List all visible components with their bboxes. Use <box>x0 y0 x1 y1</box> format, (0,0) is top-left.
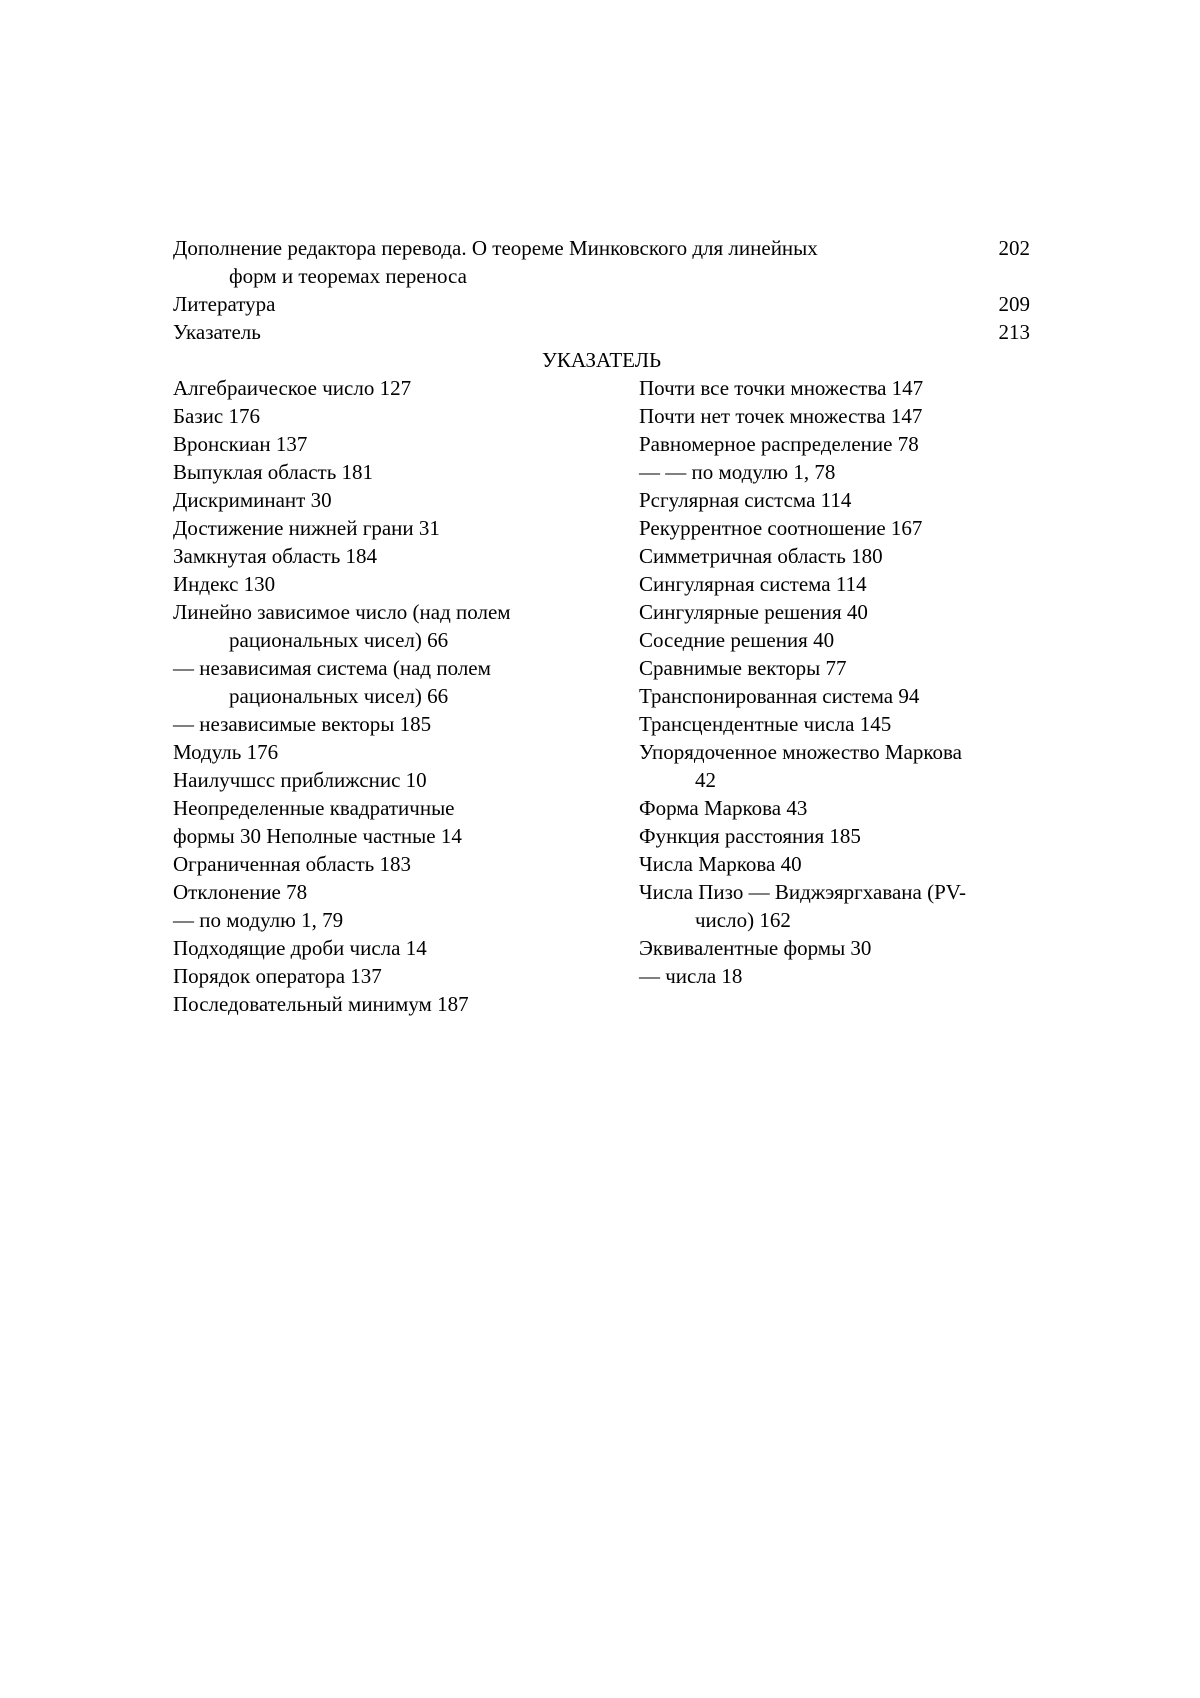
toc-entry-title: Литература <box>173 290 933 318</box>
index-entry <box>173 570 613 598</box>
index-entry-text: — по модулю 1, 79 <box>173 908 343 932</box>
index-entry-text: — независимые векторы 185 <box>173 712 431 736</box>
index-entry <box>173 710 613 738</box>
index-entry <box>639 738 1059 794</box>
index-entry-text: Форма Маркова 43 <box>639 796 807 820</box>
index-entry <box>639 514 1059 542</box>
index-column-left <box>173 374 613 1018</box>
index-entry-text: Рекуррентное соотношение 167 <box>639 516 922 540</box>
index-entry-text: Функция расстояния 185 <box>639 824 861 848</box>
toc-page-number: 213 <box>970 318 1030 346</box>
index-entry <box>639 570 1059 598</box>
index-entry <box>639 598 1059 626</box>
index-entry-text: Отклонение 78 <box>173 880 307 904</box>
index-entry <box>639 654 1059 682</box>
index-entry <box>639 794 1059 822</box>
index-entry-text: — — по модулю 1, 78 <box>639 460 835 484</box>
index-heading: УКАЗАТЕЛЬ <box>173 346 1030 374</box>
index-entry <box>173 794 613 822</box>
index-entry <box>639 458 1059 486</box>
index-entry-text: Модуль 176 <box>173 740 278 764</box>
index-entry <box>173 878 613 906</box>
index-entry-text: Ограниченная область 183 <box>173 852 411 876</box>
toc-page-number: 202 <box>970 234 1030 262</box>
index-entry-text: Сингулярные решения 40 <box>639 600 868 624</box>
index-entry-text: Числа Пизо — Виджэяргхавана (PV- <box>639 880 966 904</box>
index-entry-text: Рсгулярная систсма 114 <box>639 488 851 512</box>
index-entry <box>639 682 1059 710</box>
index-entry <box>173 486 613 514</box>
index-entry-text: Выпуклая область 181 <box>173 460 373 484</box>
index-entry <box>173 906 613 934</box>
index-entry <box>639 878 1059 934</box>
index-column-right <box>639 374 1059 990</box>
index-entry-text: Почти все точки множества 147 <box>639 376 923 400</box>
index-entry <box>639 822 1059 850</box>
index-entry <box>173 934 613 962</box>
index-entry-text: — независимая система (над полем <box>173 656 491 680</box>
index-entry <box>639 934 1059 962</box>
index-entry <box>173 738 613 766</box>
index-entry-text: Соседние решения 40 <box>639 628 834 652</box>
index-entry-text: Упорядоченное множество Маркова <box>639 740 962 764</box>
index-entry-text: Порядок оператора 137 <box>173 964 382 988</box>
index-entry <box>639 962 1059 990</box>
index-entry-text: Неопределенные квадратичные <box>173 796 455 820</box>
toc-entry <box>173 290 1030 318</box>
index-entry-continuation: рациональных чисел) 66 <box>173 682 613 710</box>
index-entry-text: — числа 18 <box>639 964 742 988</box>
index-entry <box>639 402 1059 430</box>
index-entry-text: Эквивалентные формы 30 <box>639 936 871 960</box>
index-entry <box>173 458 613 486</box>
index-entry-text: Индекс 130 <box>173 572 275 596</box>
index-entry-text: Вронскиан 137 <box>173 432 307 456</box>
index-entry-text: Симметричная область 180 <box>639 544 883 568</box>
index-entry <box>173 374 613 402</box>
index-entry <box>173 542 613 570</box>
index-entry-text: Наилучшсс приближснис 10 <box>173 768 427 792</box>
toc-page-number: 209 <box>970 290 1030 318</box>
index-entry-text: Дискриминант 30 <box>173 488 332 512</box>
index-entry-continuation: рациональных чисел) 66 <box>173 626 613 654</box>
index-entry <box>639 850 1059 878</box>
toc-entry <box>173 234 1030 290</box>
index-entry-continuation: 42 <box>639 766 1059 794</box>
table-of-contents <box>173 234 1030 346</box>
index-entry-text: Линейно зависимое число (над полем <box>173 600 511 624</box>
index-entry-text: Почти нет точек множества 147 <box>639 404 922 428</box>
index-entry-text: Равномерное распределение 78 <box>639 432 919 456</box>
index-entry <box>173 766 613 794</box>
index-entry <box>639 486 1059 514</box>
index-entry <box>639 430 1059 458</box>
index-entry <box>173 850 613 878</box>
index-entry <box>173 654 613 710</box>
index-entry-text: Замкнутая область 184 <box>173 544 377 568</box>
toc-entry-title-continuation: форм и теоремах переноса <box>173 262 933 290</box>
index-entry-text: Транспонированная система 94 <box>639 684 919 708</box>
index-entry-text: Последовательный минимум 187 <box>173 992 469 1016</box>
index-entry <box>639 626 1059 654</box>
index-entry <box>173 430 613 458</box>
index-entry-text: Числа Маркова 40 <box>639 852 802 876</box>
index-entry-text: Базис 176 <box>173 404 260 428</box>
index-entry <box>173 990 613 1018</box>
toc-entry-title: Дополнение редактора перевода. О теореме Минковского для линейных <box>173 236 818 260</box>
index-entry-text: Сравнимые векторы 77 <box>639 656 847 680</box>
index-entry-text: формы 30 Неполные частные 14 <box>173 824 462 848</box>
index-entry <box>173 598 613 654</box>
document-page <box>0 0 1200 1698</box>
index-entry-text: Сингулярная система 114 <box>639 572 867 596</box>
index-entry <box>639 710 1059 738</box>
index-entry <box>639 374 1059 402</box>
index-entry <box>173 822 613 850</box>
index-entry-text: Достижение нижней грани 31 <box>173 516 440 540</box>
index-entry <box>639 542 1059 570</box>
index-entry-text: Подходящие дроби числа 14 <box>173 936 427 960</box>
toc-entry-text <box>173 234 933 290</box>
index-entry-text: Алгебраическое число 127 <box>173 376 411 400</box>
toc-entry <box>173 318 1030 346</box>
index-entry <box>173 962 613 990</box>
index-entry <box>173 402 613 430</box>
index-entry-continuation: число) 162 <box>639 906 1059 934</box>
index-entry-text: Трансцендентные числа 145 <box>639 712 891 736</box>
index-entry <box>173 514 613 542</box>
toc-entry-title: Указатель <box>173 318 933 346</box>
